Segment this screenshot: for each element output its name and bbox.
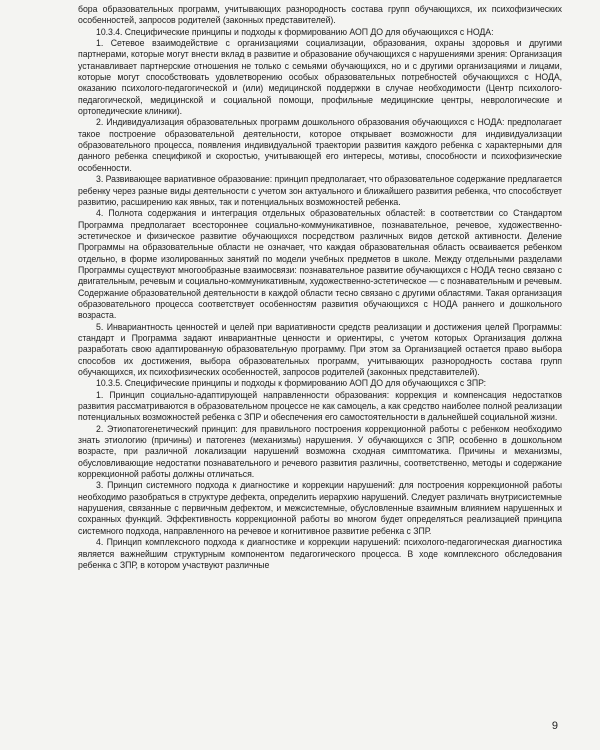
page-number: 9 [551,720,558,732]
paragraph-nod-5: 5. Инвариантность ценностей и целей при вариативности средств реализации и достижения целей Программы: стандарт и Программа задают инвариантные ценности и ориентиры, с учетом которых Организация должна разработать свою адаптированную образовательную программу. При этом за Организацией остается право выбора способов их достижения, выбора образовательных программ, учитывающих разнородность состава групп обучающихся, их психофизических особенностей, запросов родителей (законных представителей). [78,321,562,377]
paragraph-zpr-2: 2. Этиопатогенетический принцип: для правильного построения коррекционной работы с ребенком необходимо знать этиологию (причины) и патогенез (механизмы) нарушения. У обучающихся с ЗПР, особенно в дошкольном возрасте, при различной локализации нарушений возможна сходная симптоматика. Причины и механизмы, обусловливающие недостатки познавательного и речевого развития различны, соответственно, методы и содержание коррекционной работы должны отличаться. [78,423,562,480]
paragraph-continuation: бора образовательных программ, учитывающих разнородность состава групп обучающихся, их психофизических особенностей, запросов родителей (законных представителей). [78,4,562,26]
paragraph-zpr-1: 1. Принцип социально-адаптирующей направленности образования: коррекция и компенсация недостатков развития рассматриваются в образовательном процессе не как самоцель, а как средство наиболее полной реализации потенциальных возможностей ребенка с ЗПР и обеспечения его самостоятельности в дальнейшей социальной жизни. [78,389,562,423]
section-heading-zpr: 10.3.5. Специфические принципы и подходы к формированию АОП ДО для обучающихся с ЗПР: [96,378,487,389]
paragraph-nod-4: 4. Полнота содержания и интеграция отдельных образовательных областей: в соответствии со Стандартом Программа предполагает всестороннее социально-коммуникативное, познавательное, речевое, художественно-эстетическое и физическое развитие обучающихся посредством различных видов детской активности. Деление Программы на образовательные области не означает, что каждая образовательная область осваивается ребенком отдельно, в форме изолированных занятий по модели учебных предметов в школе. Между отдельными разделами Программы существуют многообразные взаимосвязи: познавательное развитие обучающихся с НОДА тесно связано с двигательным, речевым и социально-коммуникативным, художественно-эстетическое — с познавательным и речевым. Содержание образовательной деятельности в каждой области тесно связано с другими областями. Такая организация образовательного процесса соответствует особенностям развития обучающихся с НОДА раннего и дошкольного возраста. [78,208,562,321]
paragraph-nod-3: 3. Развивающее вариативное образование: принцип предполагает, что образовательное содержание предлагается ребенку через разные виды деятельности с учетом зон актуального и ближайшего развития ребенка, что способствует развитию, расширению как явных, так и потенциальных возможностей ребенка. [78,174,562,207]
section-heading-nod: 10.3.4. Специфические принципы и подходы к формированию АОП ДО для обучающихся с НОДА: [96,26,494,37]
paragraph-zpr-4: 4. Принцип комплексного подхода к диагностике и коррекции нарушений: психолого-педагогическая диагностика является важнейшим структурным компонентом педагогического процесса. В ходе комплексного обследования ребенка с ЗПР, в котором участвуют различные [78,537,562,570]
paragraph-nod-2: 2. Индивидуализация образовательных программ дошкольного образования обучающихся с НОДА: предполагает такое построение образовательной деятельности, которое открывает возможности для индивидуализации образовательного процесса, появления индивидуальной траектории развития каждого ребенка с характерными для данного ребенка спецификой и скоростью, учитывающей его интересы, мотивы, способности и психофизические особенности. [78,117,562,173]
paragraph-nod-1: 1. Сетевое взаимодействие с организациями социализации, образования, охраны здоровья и другими партнерами, которые могут внести вклад в развитие и образование обучающихся с нарушениями зрения: Организация устанавливает партнерские отношения не только с семьями обучающихся, но и с другими организациями и лицами, которые могут способствовать удовлетворению особых образовательных потребностей обучающихся с НОДА, оказанию психолого-педагогической и (или) медицинской поддержки в случае необходимости (Центр психолого-педагогической, медицинской и социальной помощи, профильные медицинские центры, неврологические и ортопедические клиники). [78,38,562,117]
document-body [78,0,562,571]
paragraph-zpr-3: 3. Принцип системного подхода к диагностике и коррекции нарушений: для построения коррекционной работы необходимо разобраться в структуре дефекта, определить иерархию нарушений. Следует различать внутрисистемные нарушения, связанные с первичным дефектом, и межсистемные, обусловленные взаимным влиянием нарушенных и сохранных функций. Эффективность коррекционной работы во многом будет определяться реализацией принципа системного подхода, направленного на речевое и когнитивное развитие ребенка с ЗПР. [78,480,562,536]
